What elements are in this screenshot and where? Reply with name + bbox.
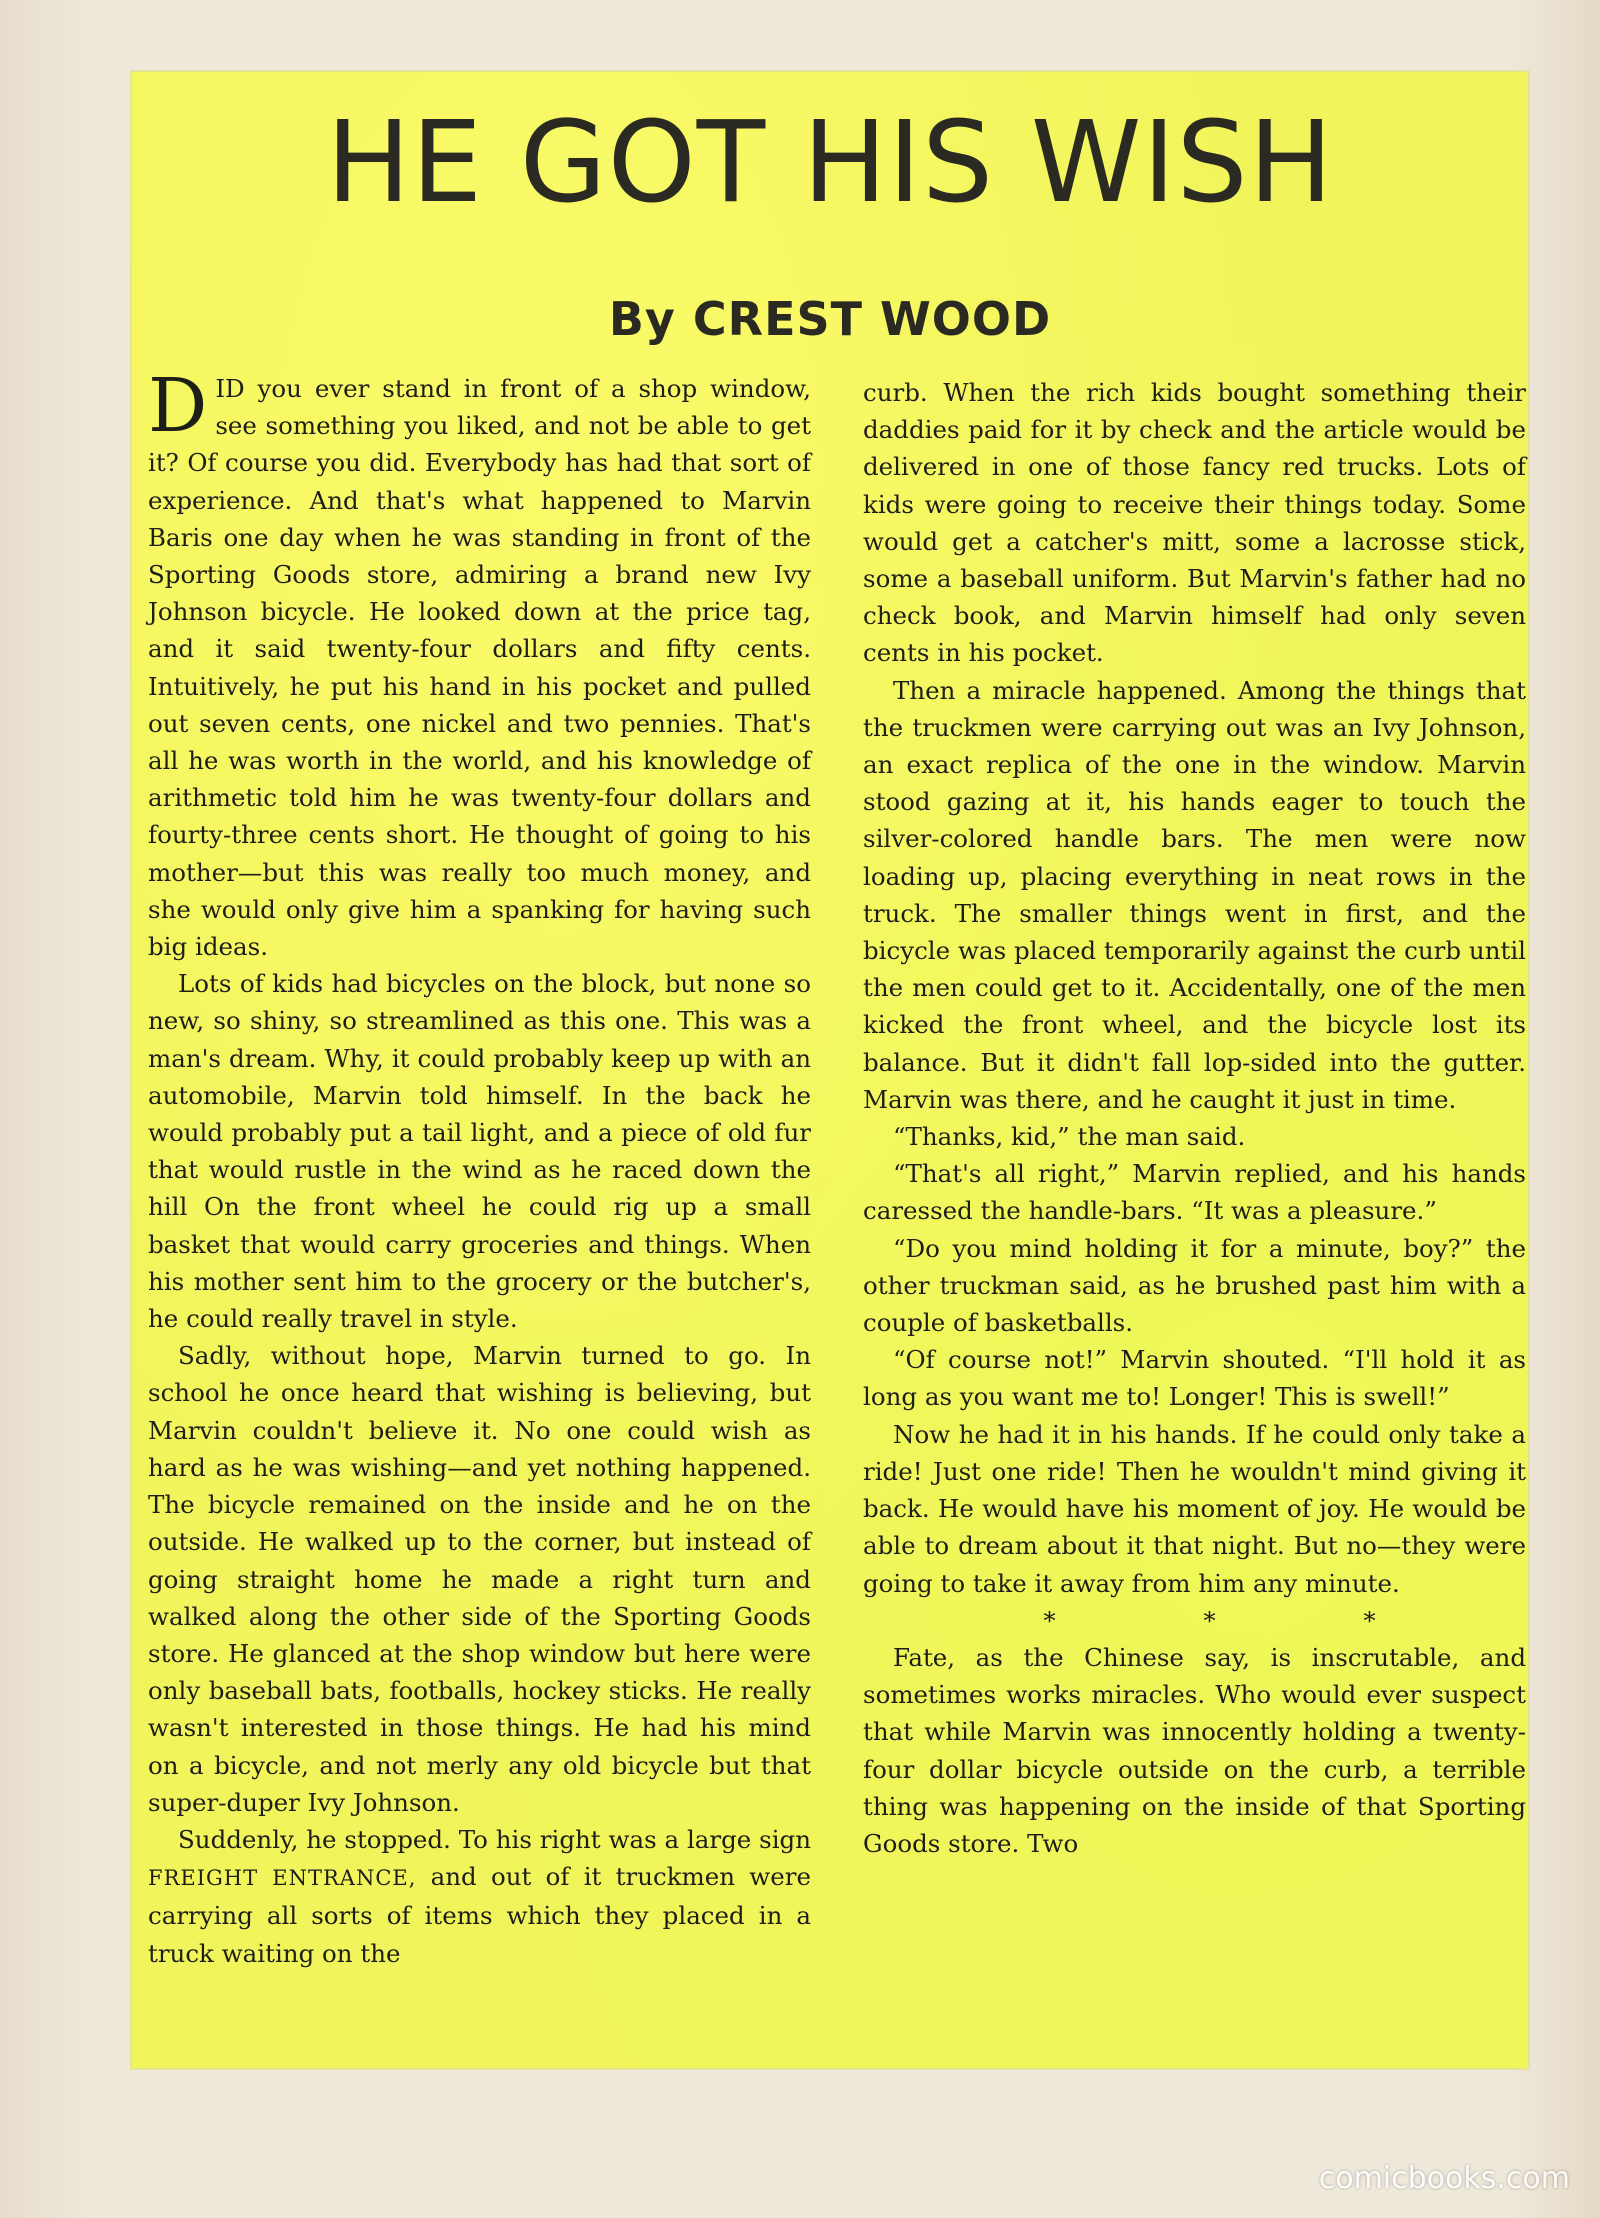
story-title: HE GOT HIS WISH xyxy=(326,98,1334,228)
paragraph-text: and out of it truckmen were carrying all sorts of items which they placed in a truck waiting on the xyxy=(148,1862,811,1968)
drop-cap: D xyxy=(148,363,208,449)
paragraph: Now he had it in his hands. If he could only take a ride! Just one ride! Then he wouldn't mind giving it back. He would have his moment of joy. He would be able to dream about it that night. But no—they were going to take it away from him any minute. xyxy=(863,1419,1526,1598)
paragraph: Fate, as the Chinese say, is inscrutable, and sometimes works miracles. Who would ever suspect that while Marvin was innocently holding a twenty-four dollar bicycle outside on the curb, a terrible thing was happening on the inside of that Sporting Goods store. Two xyxy=(863,1642,1526,1858)
story-byline: By CREST WOOD xyxy=(608,292,1052,346)
paragraph: “Thanks, kid,” the man said. xyxy=(893,1122,1246,1152)
paragraph: “Do you mind holding it for a minute, boy?” the other truckman said, as he brushed past him with a couple of basketballs. xyxy=(863,1233,1526,1338)
paragraph: “That's all right,” Marvin replied, and his hands caressed the handle-bars. “It was a pleasure.” xyxy=(863,1159,1526,1226)
left-column xyxy=(148,363,811,1972)
sign-text: FREIGHT ENTRANCE, xyxy=(148,1866,417,1891)
paragraph xyxy=(148,363,811,965)
section-separator: * * * xyxy=(1043,1605,1376,1635)
paragraph: Lots of kids had bicycles on the block, but none so new, so shiny, so streamlined as this one. This was a man's dream. Why, it could probably keep up with an automobile, Marvin told himself. In the back he would probably put a tail light, and a piece of old fur that would rustle in the wind as he raced down the hill On the front wheel he could rig up a small basket that would carry groceries and things. When his mother sent him to the grocery or the butcher's, he could really travel in style. xyxy=(148,969,811,1334)
site-watermark: comicbooks.com xyxy=(1318,2161,1570,2196)
paragraph: Sadly, without hope, Marvin turned to go. In school he once heard that wishing is believing, but Marvin couldn't believe it. No one could wish as hard as he was wishing—and yet nothing happened. The bicycle remained on the inside and he on the outside. He walked up to the corner, but instead of going straight home he made a right turn and walked along the other side of the Sporting Goods store. He glanced at the shop window but here were only baseball bats, footballs, hockey sticks. He really wasn't interested in those things. He had his mind on a bicycle, and not merly any old bicycle but that super-duper Ivy Johnson. xyxy=(148,1341,811,1817)
paragraph-text: Suddenly, he stopped. To his right was a large sign xyxy=(178,1824,811,1854)
story-panel xyxy=(130,70,1530,2070)
paragraph: Then a miracle happened. Among the things that the truckmen were carrying out was an Ivy Johnson, an exact replica of the one in the window. Marvin stood gazing at it, his hands eager to touch the silver-colored handle bars. The men were now loading up, placing everything in neat rows in the truck. The smaller things went in first, and the bicycle was placed temporarily against the curb until the men could get to it. Accidentally, one of the men kicked the front wheel, and the bicycle lost its balance. But it didn't fall lop-sided into the gutter. Marvin was there, and he caught it just in time. xyxy=(863,675,1526,1114)
paragraph xyxy=(148,1821,811,1972)
paragraph: curb. When the rich kids bought something their daddies paid for it by check and the article would be delivered in one of those fancy red trucks. Lots of kids were going to receive their things today. Some would get a catcher's mitt, some a lacrosse stick, some a baseball uniform. But Marvin's father had no check book, and Marvin himself had only seven cents in his pocket. xyxy=(863,378,1526,668)
paragraph: “Of course not!” Marvin shouted. “I'll hold it as long as you want me to! Longer! This is swell!” xyxy=(863,1345,1526,1412)
paragraph-text: ID you ever stand in front of a shop window, see something you liked, and not be able to get it? Of course you did. Everybody has had that sort of experience. And that's what happened to Marvin Baris one day when he was standing in front of the Sporting Goods store, admiring a brand new Ivy Johnson bicycle. He looked down at the price tag, and it said twenty-four dollars and fifty cents. Intuitively, he put his hand in his pocket and pulled out seven cents, one nickel and two pennies. That's all he was worth in the world, and his knowledge of arithmetic told him he was twenty-four dollars and fourty-three cents short. He thought of going to his mother—but this was really too much money, and she would only give him a spanking for having such big ideas. xyxy=(148,374,811,962)
right-column xyxy=(863,374,1526,1862)
